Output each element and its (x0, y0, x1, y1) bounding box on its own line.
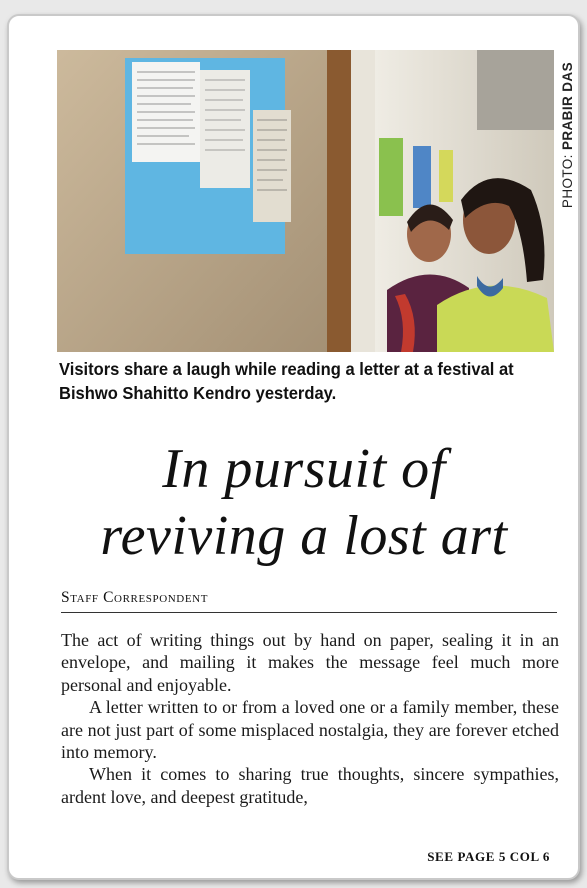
paragraph-2: A letter written to or from a loved one or a family member, these are not just part of some misplaced nostalgia, they are forever etched into memory. (61, 697, 559, 763)
photo-illustration (57, 50, 554, 352)
photo-credit-strip (554, 50, 578, 352)
article-body (61, 629, 559, 808)
byline: Staff Correspondent (61, 589, 557, 613)
credit-prefix: PHOTO: (560, 150, 575, 209)
jump-line: SEE PAGE 5 COL 6 (427, 849, 550, 864)
news-photo (57, 50, 554, 352)
paragraph-3: When it comes to sharing true thoughts, sincere sympathies, ardent love, and deepest gratitude, (61, 764, 559, 807)
credit-name: PRABIR DAS (560, 62, 575, 151)
headline-line-1: In pursuit of (162, 438, 446, 500)
paragraph-1: The act of writing things out by hand on paper, sealing it in an envelope, and mailing it makes the message feel much more personal and enjoyable. (61, 630, 559, 695)
headline-line-2: reviving a lost art (100, 505, 508, 567)
photo-credit (556, 50, 580, 352)
news-clipping (7, 14, 580, 880)
photo-caption: Visitors share a laugh while reading a letter at a festival at Bishwo Shahitto Kendro yesterday. (59, 359, 514, 403)
headline (39, 436, 569, 570)
